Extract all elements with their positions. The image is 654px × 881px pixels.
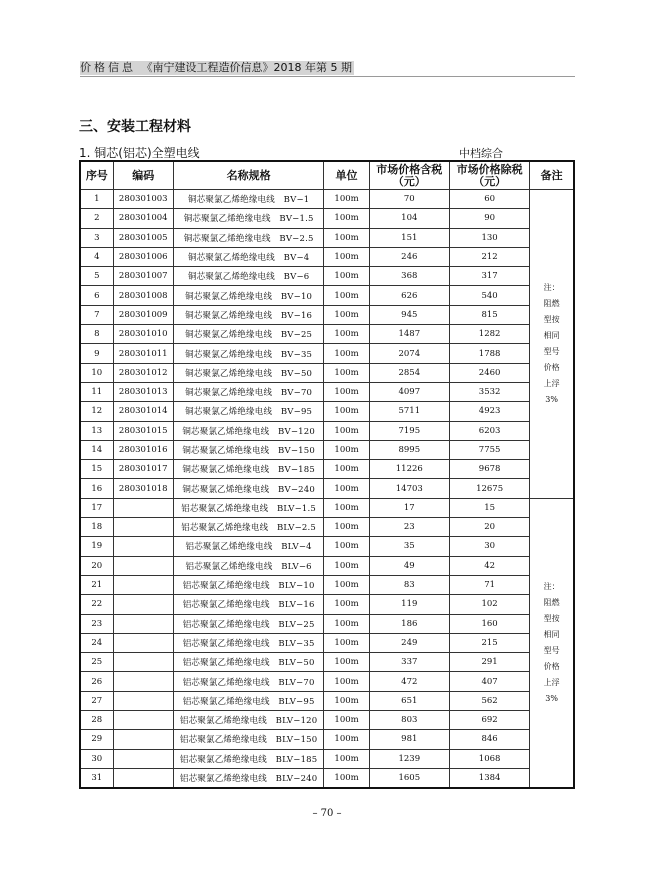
cell-code: 280301014 [113, 402, 173, 421]
cell-no: 19 [80, 537, 113, 556]
header-label: 价格信息 [80, 61, 136, 74]
cell-code: 280301011 [113, 344, 173, 363]
cell-unit: 100m [324, 768, 369, 788]
cell-unit: 100m [324, 575, 369, 594]
cell-price-notax: 540 [449, 286, 529, 305]
cell-unit: 100m [324, 556, 369, 575]
cell-name: 铝芯聚氯乙烯绝缘电线 BLV−10 [173, 575, 324, 594]
cell-price-tax: 651 [369, 691, 449, 710]
table-row [80, 402, 574, 421]
cell-name: 铜芯聚氯乙烯绝缘电线 BV−10 [173, 286, 324, 305]
cell-no: 8 [80, 325, 113, 344]
cell-code: 280301008 [113, 286, 173, 305]
table-row [80, 479, 574, 498]
cell-name: 铜芯聚氯乙烯绝缘电线 BV−6 [173, 267, 324, 286]
cell-price-notax: 60 [449, 190, 529, 209]
cell-no: 16 [80, 479, 113, 498]
cell-price-tax: 1605 [369, 768, 449, 788]
cell-price-tax: 104 [369, 209, 449, 228]
cell-price-tax: 17 [369, 498, 449, 517]
table-row [80, 344, 574, 363]
table-row [80, 247, 574, 266]
cell-code [113, 691, 173, 710]
cell-price-tax: 2074 [369, 344, 449, 363]
cell-unit: 100m [324, 228, 369, 247]
cell-unit: 100m [324, 440, 369, 459]
header-text [80, 61, 352, 75]
cell-no: 15 [80, 460, 113, 479]
cell-unit: 100m [324, 749, 369, 768]
cell-code: 280301003 [113, 190, 173, 209]
header-publication-title: 《南宁建设工程造价信息》2018 年第 5 期 [141, 61, 352, 74]
cell-price-tax: 2854 [369, 363, 449, 382]
table-row [80, 209, 574, 228]
cell-code [113, 537, 173, 556]
table-header-row [80, 161, 574, 190]
page-header [80, 61, 575, 77]
cell-unit: 100m [324, 247, 369, 266]
remark-note-text: 注：阻燃型按相同型号价格上浮3% [543, 581, 560, 703]
cell-unit: 100m [324, 305, 369, 324]
cell-code [113, 556, 173, 575]
cell-code: 280301007 [113, 267, 173, 286]
cell-price-notax: 215 [449, 633, 529, 652]
table-row [80, 633, 574, 652]
cell-price-notax: 562 [449, 691, 529, 710]
cell-name: 铜芯聚氯乙烯绝缘电线 BV−120 [173, 421, 324, 440]
table-row [80, 382, 574, 401]
cell-name: 铝芯聚氯乙烯绝缘电线 BLV−70 [173, 672, 324, 691]
cell-price-tax: 981 [369, 730, 449, 749]
cell-price-tax: 7195 [369, 421, 449, 440]
table-row [80, 190, 574, 209]
cell-no: 4 [80, 247, 113, 266]
cell-code [113, 768, 173, 788]
cell-code: 280301017 [113, 460, 173, 479]
cell-name: 铝芯聚氯乙烯绝缘电线 BLV−95 [173, 691, 324, 710]
cell-code: 280301018 [113, 479, 173, 498]
cell-no: 1 [80, 190, 113, 209]
cell-code [113, 498, 173, 517]
table-row [80, 267, 574, 286]
cell-code: 280301006 [113, 247, 173, 266]
section-title: 三、安装工程材料 [79, 119, 191, 135]
cell-price-tax: 5711 [369, 402, 449, 421]
cell-name: 铜芯聚氯乙烯绝缘电线 BV−185 [173, 460, 324, 479]
cell-unit: 100m [324, 498, 369, 517]
cell-code [113, 633, 173, 652]
cell-name: 铝芯聚氯乙烯绝缘电线 BLV−4 [173, 537, 324, 556]
cell-price-notax: 160 [449, 614, 529, 633]
cell-price-tax: 472 [369, 672, 449, 691]
table-row [80, 556, 574, 575]
cell-price-notax: 12675 [449, 479, 529, 498]
cell-price-tax: 35 [369, 537, 449, 556]
cell-unit: 100m [324, 537, 369, 556]
cell-name: 铝芯聚氯乙烯绝缘电线 BLV−25 [173, 614, 324, 633]
cell-name: 铝芯聚氯乙烯绝缘电线 BLV−240 [173, 768, 324, 788]
cell-price-notax: 20 [449, 518, 529, 537]
cell-unit: 100m [324, 325, 369, 344]
cell-price-notax: 4923 [449, 402, 529, 421]
cell-no: 17 [80, 498, 113, 517]
cell-price-tax: 803 [369, 711, 449, 730]
cell-no: 14 [80, 440, 113, 459]
cell-name: 铝芯聚氯乙烯绝缘电线 BLV−120 [173, 711, 324, 730]
column-header-price-notax: 市场价格除税（元） [449, 161, 529, 190]
cell-no: 13 [80, 421, 113, 440]
cell-code [113, 672, 173, 691]
table-row [80, 421, 574, 440]
cell-unit: 100m [324, 421, 369, 440]
cell-code: 280301004 [113, 209, 173, 228]
cell-price-tax: 249 [369, 633, 449, 652]
cell-unit: 100m [324, 691, 369, 710]
cell-unit: 100m [324, 460, 369, 479]
cell-no: 31 [80, 768, 113, 788]
cell-no: 25 [80, 653, 113, 672]
table-row [80, 537, 574, 556]
cell-unit: 100m [324, 518, 369, 537]
cell-code [113, 595, 173, 614]
cell-name: 铜芯聚氯乙烯绝缘电线 BV−240 [173, 479, 324, 498]
table-row [80, 460, 574, 479]
cell-unit: 100m [324, 267, 369, 286]
cell-no: 29 [80, 730, 113, 749]
cell-no: 2 [80, 209, 113, 228]
cell-name: 铜芯聚氯乙烯绝缘电线 BV−1 [173, 190, 324, 209]
cell-name: 铜芯聚氯乙烯绝缘电线 BV−25 [173, 325, 324, 344]
cell-price-tax: 49 [369, 556, 449, 575]
cell-price-tax: 337 [369, 653, 449, 672]
cell-price-notax: 3532 [449, 382, 529, 401]
cell-name: 铝芯聚氯乙烯绝缘电线 BLV−35 [173, 633, 324, 652]
cell-price-tax: 945 [369, 305, 449, 324]
cell-name: 铝芯聚氯乙烯绝缘电线 BLV−185 [173, 749, 324, 768]
cell-price-notax: 71 [449, 575, 529, 594]
table-row [80, 711, 574, 730]
cell-name: 铜芯聚氯乙烯绝缘电线 BV−35 [173, 344, 324, 363]
column-header-code: 编码 [113, 161, 173, 190]
table-row [80, 363, 574, 382]
cell-no: 28 [80, 711, 113, 730]
cell-code [113, 749, 173, 768]
column-header-remark: 备注 [530, 161, 574, 190]
cell-price-tax: 11226 [369, 460, 449, 479]
cell-price-notax: 7755 [449, 440, 529, 459]
cell-code [113, 653, 173, 672]
cell-price-tax: 1239 [369, 749, 449, 768]
cell-unit: 100m [324, 382, 369, 401]
cell-name: 铜芯聚氯乙烯绝缘电线 BV−2.5 [173, 228, 324, 247]
cell-price-tax: 368 [369, 267, 449, 286]
remark-note-cell [530, 190, 574, 499]
cell-code: 280301010 [113, 325, 173, 344]
cell-no: 20 [80, 556, 113, 575]
cell-code [113, 614, 173, 633]
table-row [80, 518, 574, 537]
cell-price-notax: 42 [449, 556, 529, 575]
cell-unit: 100m [324, 344, 369, 363]
cell-unit: 100m [324, 286, 369, 305]
remark-note-text: 注：阻燃型按相同型号价格上浮3% [543, 282, 560, 404]
table-row [80, 325, 574, 344]
cell-price-notax: 6203 [449, 421, 529, 440]
cell-name: 铝芯聚氯乙烯绝缘电线 BLV−16 [173, 595, 324, 614]
cell-unit: 100m [324, 653, 369, 672]
cell-no: 21 [80, 575, 113, 594]
table-row [80, 730, 574, 749]
cell-unit: 100m [324, 711, 369, 730]
cell-price-tax: 151 [369, 228, 449, 247]
cell-price-tax: 626 [369, 286, 449, 305]
cell-price-tax: 246 [369, 247, 449, 266]
cell-price-tax: 14703 [369, 479, 449, 498]
cell-unit: 100m [324, 730, 369, 749]
cell-code: 280301013 [113, 382, 173, 401]
cell-price-notax: 291 [449, 653, 529, 672]
cell-no: 5 [80, 267, 113, 286]
cell-price-notax: 1068 [449, 749, 529, 768]
cell-name: 铝芯聚氯乙烯绝缘电线 BLV−6 [173, 556, 324, 575]
cell-no: 23 [80, 614, 113, 633]
cell-price-notax: 1788 [449, 344, 529, 363]
cell-price-notax: 102 [449, 595, 529, 614]
cell-price-notax: 212 [449, 247, 529, 266]
price-level-label: 中档综合 [459, 147, 503, 160]
cell-no: 12 [80, 402, 113, 421]
cell-name: 铜芯聚氯乙烯绝缘电线 BV−95 [173, 402, 324, 421]
cell-unit: 100m [324, 190, 369, 209]
cell-unit: 100m [324, 614, 369, 633]
table-body [80, 190, 574, 789]
cell-no: 10 [80, 363, 113, 382]
cell-unit: 100m [324, 672, 369, 691]
table-row [80, 440, 574, 459]
cell-unit: 100m [324, 209, 369, 228]
page-number: – 70 – [312, 808, 342, 819]
remark-note-cell [530, 498, 574, 788]
sub-title: 1. 铜芯(铝芯)全塑电线 [79, 146, 200, 160]
cell-price-tax: 1487 [369, 325, 449, 344]
cell-price-notax: 1282 [449, 325, 529, 344]
price-table [79, 160, 575, 789]
table-row [80, 768, 574, 788]
cell-unit: 100m [324, 479, 369, 498]
cell-name: 铜芯聚氯乙烯绝缘电线 BV−70 [173, 382, 324, 401]
cell-name: 铜芯聚氯乙烯绝缘电线 BV−16 [173, 305, 324, 324]
column-header-price-tax: 市场价格含税（元） [369, 161, 449, 190]
cell-price-notax: 317 [449, 267, 529, 286]
cell-name: 铝芯聚氯乙烯绝缘电线 BLV−2.5 [173, 518, 324, 537]
cell-price-notax: 90 [449, 209, 529, 228]
table-row [80, 305, 574, 324]
cell-code [113, 575, 173, 594]
cell-price-notax: 9678 [449, 460, 529, 479]
cell-price-notax: 407 [449, 672, 529, 691]
cell-name: 铜芯聚氯乙烯绝缘电线 BV−50 [173, 363, 324, 382]
cell-price-notax: 130 [449, 228, 529, 247]
cell-price-notax: 846 [449, 730, 529, 749]
table-row [80, 749, 574, 768]
cell-no: 27 [80, 691, 113, 710]
table-row [80, 653, 574, 672]
cell-price-tax: 186 [369, 614, 449, 633]
cell-unit: 100m [324, 633, 369, 652]
cell-name: 铜芯聚氯乙烯绝缘电线 BV−1.5 [173, 209, 324, 228]
cell-code: 280301016 [113, 440, 173, 459]
cell-no: 9 [80, 344, 113, 363]
cell-code: 280301015 [113, 421, 173, 440]
cell-code [113, 711, 173, 730]
cell-code: 280301012 [113, 363, 173, 382]
cell-price-notax: 692 [449, 711, 529, 730]
column-header-no: 序号 [80, 161, 113, 190]
table-row [80, 228, 574, 247]
table-row [80, 498, 574, 517]
cell-code [113, 730, 173, 749]
header-rule [80, 76, 575, 77]
cell-price-tax: 70 [369, 190, 449, 209]
cell-price-tax: 119 [369, 595, 449, 614]
cell-unit: 100m [324, 595, 369, 614]
table-row [80, 614, 574, 633]
cell-no: 26 [80, 672, 113, 691]
cell-price-notax: 815 [449, 305, 529, 324]
column-header-unit: 单位 [324, 161, 369, 190]
cell-price-notax: 2460 [449, 363, 529, 382]
column-header-name: 名称规格 [173, 161, 324, 190]
table-row [80, 286, 574, 305]
cell-no: 24 [80, 633, 113, 652]
cell-price-notax: 15 [449, 498, 529, 517]
cell-name: 铝芯聚氯乙烯绝缘电线 BLV−150 [173, 730, 324, 749]
table-row [80, 672, 574, 691]
cell-price-tax: 23 [369, 518, 449, 537]
cell-unit: 100m [324, 363, 369, 382]
cell-unit: 100m [324, 402, 369, 421]
cell-price-tax: 4097 [369, 382, 449, 401]
cell-name: 铝芯聚氯乙烯绝缘电线 BLV−1.5 [173, 498, 324, 517]
cell-name: 铜芯聚氯乙烯绝缘电线 BV−4 [173, 247, 324, 266]
table-row [80, 575, 574, 594]
cell-no: 6 [80, 286, 113, 305]
cell-no: 18 [80, 518, 113, 537]
cell-no: 30 [80, 749, 113, 768]
cell-no: 11 [80, 382, 113, 401]
cell-name: 铜芯聚氯乙烯绝缘电线 BV−150 [173, 440, 324, 459]
cell-no: 3 [80, 228, 113, 247]
cell-price-notax: 30 [449, 537, 529, 556]
cell-code [113, 518, 173, 537]
cell-code: 280301009 [113, 305, 173, 324]
cell-name: 铝芯聚氯乙烯绝缘电线 BLV−50 [173, 653, 324, 672]
table-row [80, 595, 574, 614]
cell-price-tax: 8995 [369, 440, 449, 459]
cell-no: 7 [80, 305, 113, 324]
table-row [80, 691, 574, 710]
cell-price-notax: 1384 [449, 768, 529, 788]
cell-no: 22 [80, 595, 113, 614]
cell-code: 280301005 [113, 228, 173, 247]
cell-price-tax: 83 [369, 575, 449, 594]
